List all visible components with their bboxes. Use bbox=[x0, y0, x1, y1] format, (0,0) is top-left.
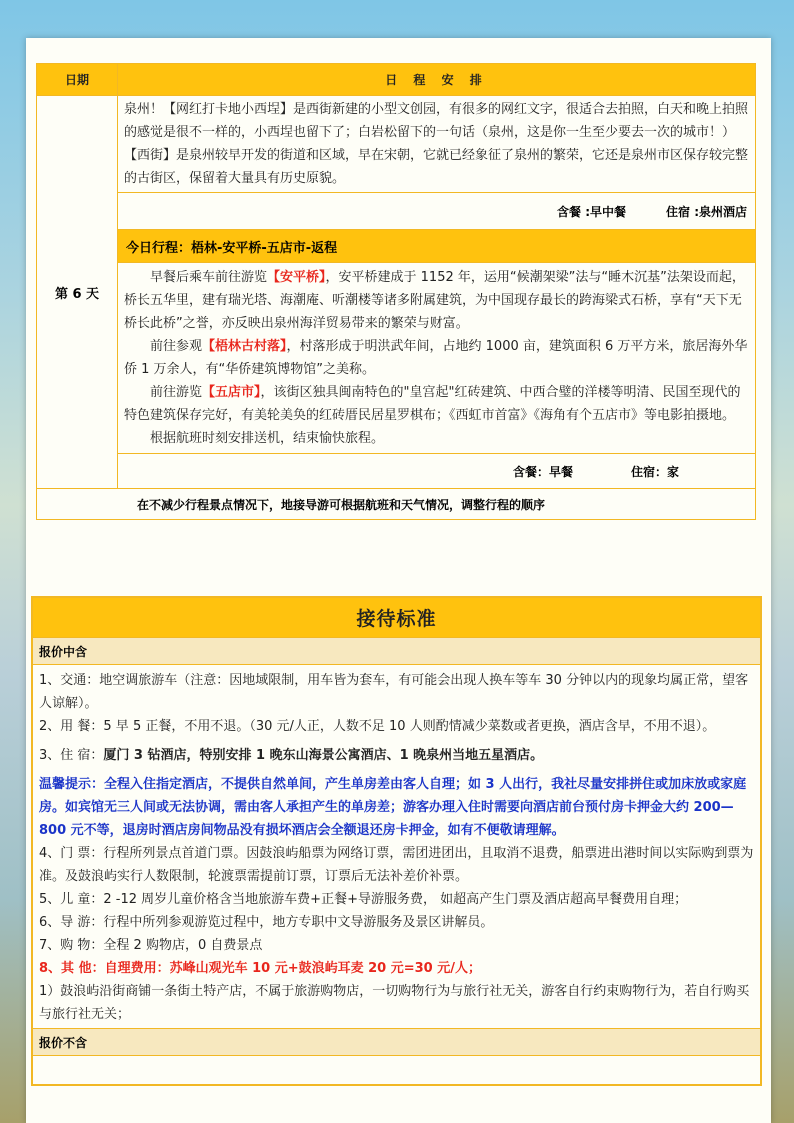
list-item: 8、其 他：自理费用：苏峰山观光车 10 元+鼓浪屿耳麦 20 元=30 元/人； bbox=[39, 961, 482, 976]
detail-paragraph: 前往游览【五店市】，该街区独具闽南特色的"皇宫起"红砖建筑、中西合璧的洋楼等明清、民国至现代的特色建筑保存完好，有美轮美奂的红砖厝民居星罗棋布；《西虹市首富》《海角有个五店市》等电影拍摄地。 bbox=[124, 385, 741, 423]
standard-title: 接待标准 bbox=[33, 598, 760, 637]
meal-stay-row bbox=[118, 192, 755, 230]
header-plan: 日 程 安 排 bbox=[385, 73, 488, 87]
detail-paragraph: 早餐后乘车前往游览【安平桥】，安平桥建成于 1152 年，运用“候潮架梁”法与“睡木沉基”法架设而起，桥长五华里，建有瑞光塔、海潮庵、听潮楼等诸多附属建筑，为中国现存最长的跨海梁式石桥，享有“天下无桥长此桥”之誉，亦反映出泉州海洋贸易带来的繁荣与财富。 bbox=[124, 270, 745, 331]
list-item: 6、导 游：行程中所列参观游览过程中，地方专职中文导游服务及景区讲解员。 bbox=[39, 915, 494, 930]
list-item: 5、儿 童：2 -12 周岁儿童价格含当地旅游车费+正餐+导游服务费， 如超高产生门票及酒店超高早餐费用自理； bbox=[39, 892, 688, 907]
list-item: 1）鼓浪屿沿街商铺一条街土特产店，不属于旅游购物店，一切购物行为与旅行社无关，游客自行约束购物行为，若自行购买与旅行社无关； bbox=[39, 984, 750, 1022]
intro-paragraph: 泉州！【网红打卡地小西埕】是西街新建的小型文创园，有很多的网红文字，很适合去拍照，白天和晚上拍照的感觉是很不一样的，小西埕也留下了；白岩松留下的一句话（泉州，这是你一生至少要去一次的城市！）【西街】是泉州较早开发的街道和区域，早在宋朝，它就已经象征了泉州的繁荣，它还是泉州市区保存较完整的古街区，保留着大量具有历史原貌。 bbox=[124, 102, 749, 186]
meal-stay-row bbox=[118, 453, 755, 488]
stay-info: 住宿 :泉州酒店 bbox=[666, 204, 747, 219]
today-route: 今日行程：梧林-安平桥-五店市-返程 bbox=[118, 230, 755, 263]
detail-paragraph: 前往参观【梧林古村落】，村落形成于明洪武年间，占地约 1000 亩，建筑面积 6 万平方米，旅居海外华侨 1 万余人，有“华侨建筑博物馆”之美称。 bbox=[124, 339, 748, 377]
excluded-label: 报价不含 bbox=[33, 1028, 760, 1056]
day-label: 第 6 天 bbox=[37, 96, 118, 488]
list-item: 7、购 物：全程 2 购物店，0 自费景点 bbox=[39, 938, 263, 953]
attraction-wulin-village: 【梧林古村落】 bbox=[202, 339, 287, 354]
warm-tip: 温馨提示：全程入住指定酒店，不提供自然单间，产生单房差由客人自理；如 3 人出行，我社尽量安排拼住或加床放或家庭房。如宾馆无三人间或无法协调，需由客人承担产生的单房差；游客办理入住时需要向酒店前台预付房卡押金大约 200—800 元不等，退房时酒店房间物品没有损坏酒店会全额退还房卡押金，如有不便敬请理解。 bbox=[39, 777, 747, 838]
stay-info: 住宿：家 bbox=[631, 464, 680, 479]
reception-standard bbox=[31, 596, 762, 1086]
list-item: 2、用 餐：5 早 5 正餐，不用不退。（30 元/人正，人数不足 10 人则酌情减少菜数或者更换，酒店含早，不用不退）。 bbox=[39, 719, 716, 734]
included-label: 报价中含 bbox=[33, 637, 760, 665]
included-items bbox=[33, 665, 760, 1026]
schedule-note: 在不减少行程景点情况下，地接导游可根据航班和天气情况，调整行程的顺序 bbox=[37, 488, 755, 519]
plan-column bbox=[118, 96, 755, 488]
meal-info: 含餐：早餐 bbox=[513, 464, 574, 479]
list-item: 4、门 票：行程所列景点首道门票。因鼓浪屿船票为网络订票，需团进团出，且取消不退费，船票进出港时间以实际购到票为准。及鼓浪屿实行人数限制，轮渡票需提前订票，订票后无法补差价补票。 bbox=[39, 846, 754, 884]
detail-paragraph: 根据航班时刻安排送机，结束愉快旅程。 bbox=[150, 431, 385, 446]
list-item: 3、住 宿：厦门 3 钻酒店，特别安排 1 晚东山海景公寓酒店、1 晚泉州当地五星酒店。 bbox=[39, 748, 544, 763]
attraction-anping-bridge: 【安平桥】 bbox=[267, 270, 326, 285]
schedule-body bbox=[37, 96, 755, 488]
header-date: 日期 bbox=[37, 64, 118, 95]
day-details bbox=[118, 263, 755, 453]
attraction-wudianshi: 【五店市】 bbox=[202, 385, 261, 400]
schedule-header bbox=[37, 64, 755, 96]
meal-info: 含餐 :早中餐 bbox=[557, 204, 627, 219]
schedule-table bbox=[36, 63, 756, 520]
list-item: 1、交通：地空调旅游车（注意：因地域限制，用车皆为套车，有可能会出现人换车等车 30 分钟以内的现象均属正常，望客人谅解）。 bbox=[39, 673, 749, 711]
